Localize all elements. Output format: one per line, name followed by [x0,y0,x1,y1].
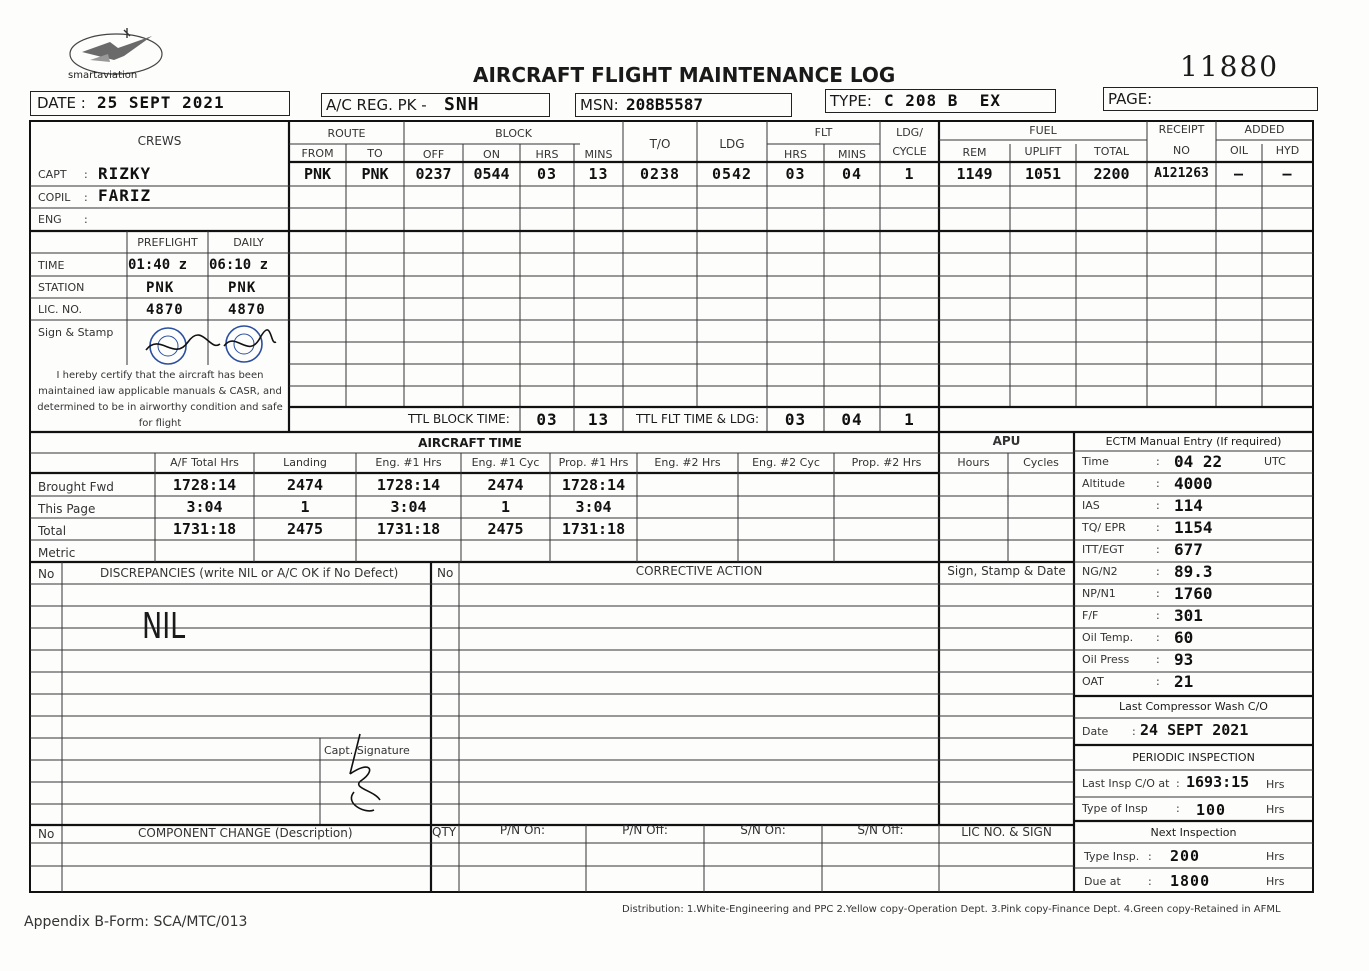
flight-to-time[interactable]: 0238 [639,165,681,183]
ectm-value[interactable]: 1154 [1174,518,1213,537]
corr-no-header: No [437,566,454,580]
capt-value[interactable]: RIZKY [98,164,152,183]
copil-label: COPIL [38,191,71,204]
capt-label: CAPT [38,168,67,181]
sign-stamp-label: Sign & Stamp [38,326,114,339]
aircraft-time-cell[interactable]: 1728:14 [561,476,626,494]
ectm-colon: : [1156,631,1160,644]
aircraft-time-row-label: This Page [38,502,96,516]
apu-hours-header: Hours [957,456,990,469]
ectm-label: NG/N2 [1082,565,1118,578]
eng-colon: : [84,213,88,226]
ectm-value[interactable]: 4000 [1174,474,1213,493]
type-insp-label: Type of Insp [1082,802,1148,815]
added-header: ADDED [1244,123,1285,136]
ldg-cycle-header-2: CYCLE [892,145,927,158]
ectm-value[interactable]: 04 22 [1174,452,1223,471]
flight-block-mins[interactable]: 13 [588,165,609,183]
ttl-block-mins[interactable]: 13 [587,410,610,429]
stamp-signature-icon [140,322,280,368]
uplift-header: UPLIFT [1024,145,1062,158]
last-insp-hrs: Hrs [1266,778,1285,791]
station-preflight[interactable]: PNK [146,280,175,296]
aircraft-time-cell[interactable]: 1731:18 [376,520,441,538]
ttl-block-label: TTL BLOCK TIME: [408,412,510,426]
ldg-header: LDG [719,137,745,151]
ttl-flt-label: TTL FLT TIME & LDG: [636,412,760,426]
aircraft-time-col-header: Prop. #2 Hrs [851,456,922,469]
station-daily[interactable]: PNK [228,280,257,296]
next-type-value[interactable]: 200 [1170,847,1201,865]
ectm-label: Oil Temp. [1082,631,1134,644]
comp-qty-header: QTY [432,825,457,839]
copil-colon: : [84,191,88,204]
ectm-colon: : [1156,675,1160,688]
pn-on-header: P/N On: [499,823,546,837]
flight-from[interactable]: PNK [303,165,332,183]
form-title: AIRCRAFT FLIGHT MAINTENANCE LOG [473,63,896,87]
due-hrs: Hrs [1266,875,1285,888]
time-label: TIME [38,259,65,272]
on-header: ON [483,148,500,161]
aircraft-time-cell[interactable]: 1 [500,498,511,516]
aircraft-time-row-label: Brought Fwd [38,480,114,494]
aircraft-time-row-label: Metric [38,546,76,560]
aircraft-time-cell[interactable]: 3:04 [186,498,223,516]
ectm-label: IAS [1082,499,1100,512]
fuel-uplift[interactable]: 1051 [1024,165,1062,183]
discrepancy-entry[interactable]: NIL [142,606,186,647]
time-daily[interactable]: 06:10 z [209,257,269,273]
ectm-label: Altitude [1082,477,1125,490]
next-insp-header: Next Inspection [1150,826,1237,839]
aircraft-time-col-header: Eng. #1 Hrs [375,456,442,469]
aircraft-time-cell[interactable]: 2474 [487,476,524,494]
time-preflight[interactable]: 01:40 z [128,257,188,273]
flight-off[interactable]: 0237 [415,165,452,183]
from-header: FROM [301,147,334,160]
aircraft-time-header: AIRCRAFT TIME [418,436,522,450]
reg-field[interactable]: A/C REG. PK - SNH [321,93,550,117]
oil-header: OIL [1229,144,1249,157]
receipt-header: RECEIPT [1158,123,1205,136]
eng-label: ENG [38,213,62,226]
wash-date-colon: : [1132,725,1136,738]
crews-header: CREWS [137,134,182,148]
ectm-colon: : [1156,565,1160,578]
aircraft-time-cell[interactable]: 1731:18 [561,520,626,538]
aircraft-time-cell[interactable]: 2474 [286,476,324,494]
ectm-colon: : [1156,455,1160,468]
to-time-header: T/O [649,137,671,151]
apu-header: APU [992,434,1021,448]
lic-sign-header: LIC NO. & SIGN [961,825,1052,839]
last-insp-label: Last Insp C/O at [1082,777,1170,790]
ectm-value[interactable]: 21 [1174,672,1194,691]
block-mins-header: MINS [584,148,613,161]
serial-number: 11880 [1180,50,1280,83]
aircraft-time-cell[interactable]: 2475 [286,520,324,538]
next-type-hrs: Hrs [1266,850,1285,863]
pn-off-header: P/N Off: [622,823,668,837]
flt-hrs-header: HRS [784,148,807,161]
corrective-header: CORRECTIVE ACTION [635,564,763,578]
flight-block-hrs[interactable]: 03 [536,165,558,183]
ttl-flt-mins[interactable]: 04 [841,410,863,429]
wash-date-label: Date [1082,725,1109,738]
form-code: Appendix B-Form: SCA/MTC/013 [24,914,248,930]
last-insp-value[interactable]: 1693:15 [1186,773,1250,791]
aircraft-time-cell[interactable]: 1728:14 [172,476,237,494]
receipt-no-header: NO [1173,144,1190,157]
ectm-unit: UTC [1264,455,1286,468]
flight-flt-mins[interactable]: 04 [841,165,863,183]
ectm-colon: : [1156,653,1160,666]
aircraft-time-row-label: Total [38,524,67,538]
certify-statement: I hereby certify that the aircraft has been maintained iaw applicable manuals & CASR, and determined to be in airworthy condition and safe for flight [37,370,283,429]
brand-name: smartaviation [68,70,138,81]
type-insp-hrs: Hrs [1266,803,1285,816]
receipt-no[interactable]: A121263 [1154,166,1209,181]
ectm-value[interactable]: 301 [1174,606,1203,625]
block-hrs-header: HRS [535,148,559,161]
lic-preflight[interactable]: 4870 [146,302,184,318]
aircraft-time-col-header: Prop. #1 Hrs [558,456,629,469]
aircraft-time-cell[interactable]: 1728:14 [376,476,441,494]
type-field[interactable]: TYPE: C 208 B EX [825,89,1056,113]
ectm-colon: : [1156,609,1160,622]
ectm-colon: : [1156,543,1160,556]
ectm-header: ECTM Manual Entry (If required) [1105,435,1282,448]
flight-flt-hrs[interactable]: 03 [785,165,806,183]
oil-added[interactable]: – [1233,165,1245,183]
flt-mins-header: MINS [838,148,866,161]
ldg-cycle-header-1: LDG/ [896,126,923,139]
ectm-label: Time [1082,455,1109,468]
aircraft-time-col-header: A/F Total Hrs [170,456,239,469]
flight-to[interactable]: PNK [361,165,389,183]
sn-on-header: S/N On: [740,823,786,837]
fuel-total[interactable]: 2200 [1093,165,1130,183]
due-label: Due at [1084,875,1121,888]
ectm-colon: : [1156,499,1160,512]
page-field[interactable]: PAGE: [1103,87,1318,111]
hyd-header: HYD [1275,144,1300,157]
next-type-colon: : [1148,850,1152,863]
last-insp-colon: : [1176,777,1180,790]
ectm-value[interactable]: 89.3 [1174,562,1213,581]
copil-value[interactable]: FARIZ [98,186,152,205]
ttl-flt-hrs[interactable]: 03 [784,410,807,429]
ectm-colon: : [1156,477,1160,490]
ectm-value[interactable]: 677 [1174,540,1203,559]
lic-label: LIC. NO. [38,303,82,316]
ttl-ldg[interactable]: 1 [904,410,915,429]
sn-off-header: S/N Off: [857,823,904,837]
lic-daily[interactable]: 4870 [228,302,266,318]
aircraft-time-col-header: Eng. #2 Hrs [654,456,721,469]
flight-on[interactable]: 0544 [473,165,510,183]
flight-ldg-time[interactable]: 0542 [711,165,753,183]
comp-header: COMPONENT CHANGE (Description) [138,826,353,840]
distribution-note: Distribution: 1.White-Engineering and PPC 2.Yellow copy-Operation Dept. 3.Pink copy-Finance Dept. 4.Green copy-Retained in AFML [622,904,1281,915]
capt-signature-label: Capt. Signature [324,744,410,757]
aircraft-time-col-header: Eng. #2 Cyc [752,456,820,469]
capt-colon: : [84,168,88,181]
ectm-colon: : [1156,521,1160,534]
daily-label: DAILY [233,236,264,249]
next-type-label: Type Insp. [1084,850,1140,863]
hyd-added[interactable]: – [1282,165,1293,183]
flight-cycle[interactable]: 1 [904,165,915,183]
due-colon: : [1148,875,1152,888]
wash-header: Last Compressor Wash C/O [1119,700,1268,713]
aircraft-time-cell[interactable]: 3:04 [575,498,612,516]
type-insp-colon: : [1176,802,1180,815]
type-insp-value[interactable]: 100 [1196,801,1227,819]
fuel-header: FUEL [1029,124,1057,137]
preflight-label: PREFLIGHT [137,236,198,249]
aircraft-time-cell[interactable]: 3:04 [390,498,427,516]
sign-stamp-date-header: Sign, Stamp & Date [947,564,1066,578]
station-label: STATION [38,281,85,294]
fuel-total-header: TOTAL [1094,145,1129,158]
ectm-value[interactable]: 1760 [1174,584,1213,603]
periodic-header: PERIODIC INSPECTION [1132,751,1255,764]
off-header: OFF [422,148,445,161]
ectm-value[interactable]: 60 [1174,628,1194,647]
aircraft-time-cell[interactable]: 1731:18 [172,520,237,538]
ectm-label: NP/N1 [1082,587,1116,600]
aircraft-time-cell[interactable]: 2475 [487,520,524,538]
capt-signature-icon [340,730,390,820]
aircraft-time-col-header: Landing [283,456,327,469]
ectm-label: Oil Press [1082,653,1130,666]
ectm-label: TQ/ EPR [1082,521,1126,534]
rem-header: REM [962,146,987,159]
aircraft-time-col-header: Eng. #1 Cyc [471,456,540,469]
comp-no-header: No [38,827,55,841]
ectm-label: F/F [1082,609,1099,622]
ectm-label: ITT/EGT [1082,543,1124,556]
ectm-value[interactable]: 93 [1174,650,1194,669]
disc-header: DISCREPANCIES (write NIL or A/C OK if No Defect) [100,566,399,580]
route-header: ROUTE [327,127,366,140]
ectm-colon: : [1156,587,1160,600]
flt-header: FLT [814,126,833,139]
ectm-value[interactable]: 114 [1174,496,1203,515]
fuel-rem[interactable]: 1149 [956,165,993,183]
to-header: TO [367,147,383,160]
due-value[interactable]: 1800 [1170,872,1211,890]
msn-field[interactable]: MSN: 208B5587 [575,93,792,117]
aircraft-time-cell[interactable]: 1 [300,498,310,516]
disc-no-header: No [38,567,55,581]
wash-date-value[interactable]: 24 SEPT 2021 [1140,721,1249,739]
ttl-block-hrs[interactable]: 03 [536,410,558,429]
date-field[interactable]: DATE : 25 SEPT 2021 [30,91,290,116]
block-header: BLOCK [495,127,532,140]
ectm-label: OAT [1082,675,1104,688]
apu-cycles-header: Cycles [1023,456,1059,469]
